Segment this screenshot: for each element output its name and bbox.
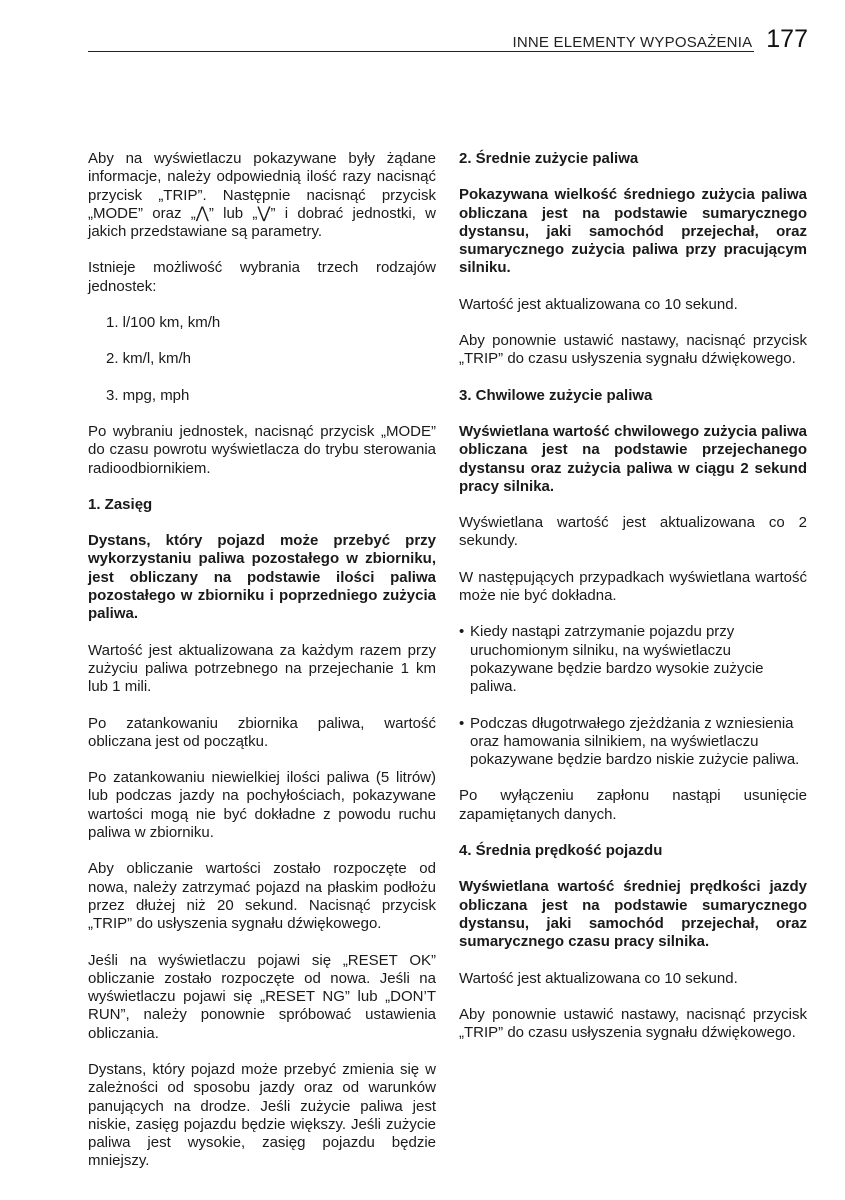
- range-paragraph: Po zatankowaniu zbiornika paliwa, wartość obliczana jest od początku.: [88, 714, 436, 750]
- avg-consumption-paragraph: Wartość jest aktualizowana co 10 sekund.: [459, 295, 738, 313]
- range-bold-paragraph: Dystans, który pojazd może przebyć przy wykorzystaniu paliwa pozostałego w zbiorniku, jest obliczany na podstawie ilości paliwa pozostałego w zbiorniku i poprzedniego zużycia paliwa.: [88, 532, 436, 623]
- intro-text-3: ” i dobrać jednostki, w jakich przedstawiane są parametry.: [88, 204, 437, 241]
- bullet-item: • Podczas długotrwałego zjeżdżania z wzniesienia oraz hamowania silnikiem, na wyświetlaczu pokazywane będzie bardzo niskie zużycie paliwa.: [459, 715, 807, 770]
- bullet-item: • Kiedy nastąpi zatrzymanie pojazdu przy uruchomionym silniku, na wyświetlaczu pokazywane będzie bardzo wysokie zużycie paliwa.: [459, 623, 807, 696]
- avg-speed-paragraph: Aby ponownie ustawić nastawy, nacisnąć przycisk „TRIP” do czasu usłyszenia sygnału dźwiękowego.: [459, 1005, 807, 1042]
- unit-option: 3. mpg, mph: [106, 386, 190, 404]
- range-paragraph: Po zatankowaniu niewielkiej ilości paliwa (5 litrów) lub podczas jazdy na pochyłościach, pokazywane wartości mogą nie być dokładne z powodu ruchu paliwa w zbiorniku.: [88, 769, 436, 842]
- units-intro: Istnieje możliwość wybrania trzech rodzajów jednostek:: [88, 259, 436, 295]
- range-paragraph: Aby obliczanie wartości zostało rozpoczęte od nowa, należy zatrzymać pojazd na płaskim podłożu przez dłużej niż 20 sekund. Nacisnąć przycisk „TRIP” do usłyszenia sygnału dźwiękowego.: [88, 860, 436, 933]
- avg-speed-bold-paragraph: Wyświetlana wartość średniej prędkości jazdy obliczana jest na podstawie sumarycznego dystansu, jaki samochód przejechał, oraz sumarycznego czasu pracy silnika.: [459, 878, 807, 951]
- down-arrow-icon: ⋁: [257, 204, 271, 222]
- right-column: [459, 150, 807, 1060]
- up-arrow-icon: ⋀: [195, 204, 209, 222]
- instant-consumption-heading: 3. Chwilowe zużycie paliwa: [459, 386, 653, 404]
- instant-consumption-paragraph: W następujących przypadkach wyświetlana wartość może nie być dokładna.: [459, 568, 807, 605]
- avg-consumption-paragraph: Aby ponownie ustawić nastawy, nacisnąć przycisk „TRIP” do czasu usłyszenia sygnału dźwiękowego.: [459, 332, 807, 368]
- avg-consumption-bold-paragraph: Pokazywana wielkość średniego zużycia paliwa obliczana jest na podstawie sumarycznego dystansu, jaki samochód przejechał, oraz sumarycznego zużycia paliwa przy pracującym silniku.: [459, 186, 807, 277]
- after-units-paragraph: Po wybraniu jednostek, nacisnąć przycisk „MODE” do czasu powrotu wyświetlacza do trybu sterowania radioodbiornikiem.: [88, 422, 436, 477]
- range-paragraph: Wartość jest aktualizowana za każdym razem przy zużyciu paliwa potrzebnego na przejechanie 1 km lub 1 mili.: [88, 641, 436, 696]
- intro-paragraph: [88, 150, 436, 241]
- page-header: [88, 26, 808, 52]
- header-rule: [88, 51, 754, 52]
- range-paragraph: Dystans, który pojazd może przebyć zmienia się w zależności od sposobu jazdy oraz od warunków panujących na drodze. Jeśli zużycie paliwa jest niskie, zasięg pojazdu będzie większy. Jeśli zużycie paliwa jest wysokie, zasięg pojazdu będzie mniejszy.: [88, 1060, 436, 1170]
- instant-consumption-paragraph: Po wyłączeniu zapłonu nastąpi usunięcie zapamiętanych danych.: [459, 787, 807, 823]
- range-paragraph: Jeśli na wyświetlaczu pojawi się „RESET OK” obliczanie zostało rozpoczęte od nowa. Jeśli na wyświetlaczu pojawi się „RESET NG” lub „DON’T RUN”, należy ponownie spróbować ustawienia obliczania.: [88, 951, 436, 1042]
- avg-speed-heading: 4. Średnia prędkość pojazdu: [459, 842, 663, 860]
- unit-option: 2. km/l, km/h: [106, 350, 192, 368]
- instant-consumption-paragraph: Wyświetlana wartość jest aktualizowana co 2 sekundy.: [459, 514, 807, 550]
- avg-speed-paragraph: Wartość jest aktualizowana co 10 sekund.: [459, 969, 738, 987]
- intro-text-1: Aby na wyświetlaczu pokazywane były żądane informacje, należy odpowiednią ilość razy nacisnąć przycisk „TRIP”. Następnie nacisnąć przycisk „MODE” oraz „: [88, 150, 436, 222]
- page-number: 177: [766, 25, 808, 53]
- avg-consumption-heading: 2. Średnie zużycie paliwa: [459, 150, 639, 167]
- left-column: [88, 150, 436, 1189]
- intro-text-2: ” lub „: [208, 204, 258, 222]
- unit-option: 1. l/100 km, km/h: [106, 314, 221, 332]
- range-heading: 1. Zasięg: [88, 495, 153, 513]
- instant-consumption-bold-paragraph: Wyświetlana wartość chwilowego zużycia paliwa obliczana jest na podstawie przejechanego dystansu oraz zużycia paliwa w ciągu 2 sekund pracy silnika.: [459, 422, 807, 495]
- section-title: INNE ELEMENTY WYPOSAŻENIA: [512, 34, 753, 51]
